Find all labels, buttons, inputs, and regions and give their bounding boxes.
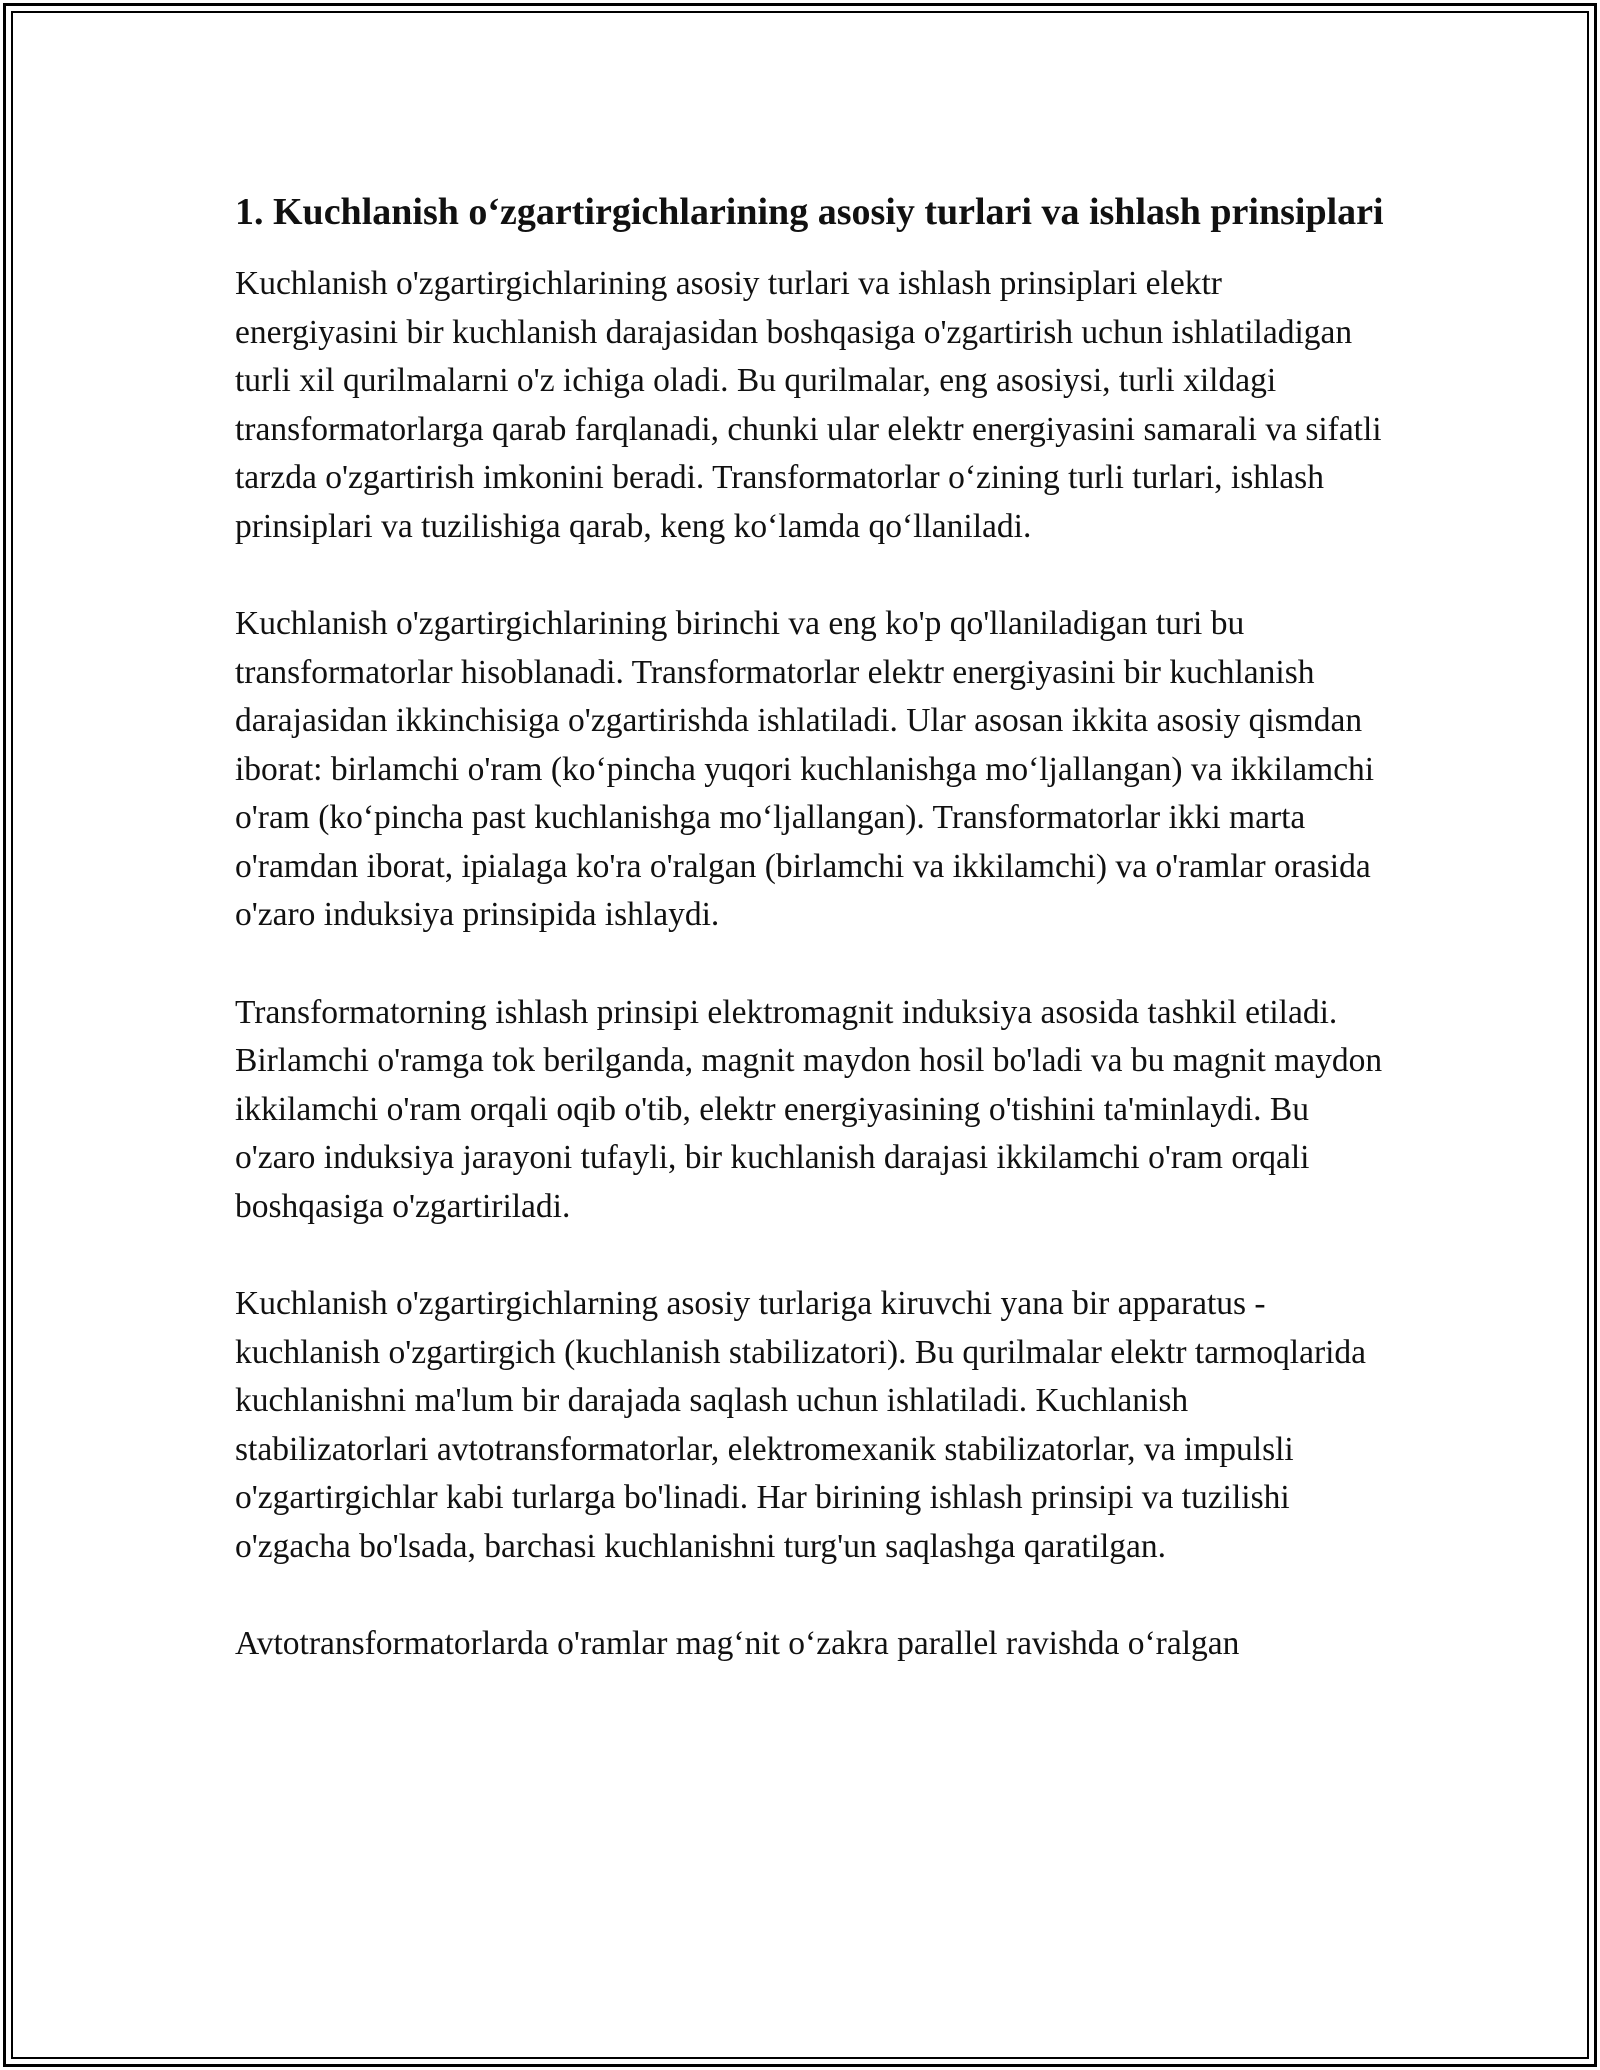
section-heading: 1. Kuchlanish o‘zgartirgichlarining asosiy turlari va ishlash prinsiplari bbox=[235, 191, 1384, 233]
document-body bbox=[235, 184, 1385, 1718]
paragraph-5: Avtotransformatorlarda o'ramlar mag‘nit o‘zakra parallel ravishda o‘ralgan bbox=[235, 1625, 1240, 1662]
paragraph-2: Kuchlanish o'zgartirgichlarining birinchi va eng ko'p qo'llaniladigan turi bu transformatorlar hisoblanadi. Transformatorlar elektr energiyasini bir kuchlanish darajasidan ikkinchisiga o'zgartirishda ishlatiladi. Ular asosan ikkita asosiy qismdan iborat: birlamchi o'ram (ko‘pincha yuqori kuchlanishga mo‘ljallangan) va ikkilamchi o'ram (ko‘pincha past kuchlanishga mo‘ljallangan). Transformatorlar ikki marta o'ramdan iborat, ipialaga ko'ra o'ralgan (birlamchi va ikkilamchi) va o'ramlar orasida o'zaro induksiya prinsipida ishlaydi. bbox=[235, 605, 1375, 933]
paragraph-1: Kuchlanish o'zgartirgichlarining asosiy turlari va ishlash prinsiplari elektr energiyasini bir kuchlanish darajasidan boshqasiga o'zgartirish uchun ishlatiladigan turli xil qurilmalarni o'z ichiga oladi. Bu qurilmalar, eng asosiysi, turli xildagi transformatorlarga qarab farqlanadi, chunki ular elektr energiyasini samarali va sifatli tarzda o'zgartirish imkonini beradi. Transformatorlar o‘zining turli turlari, ishlash prinsiplari va tuzilishiga qarab, keng ko‘lamda qo‘llaniladi. bbox=[235, 265, 1382, 545]
paragraph-4: Kuchlanish o'zgartirgichlarning asosiy turlariga kiruvchi yana bir apparatus - kuchlanish o'zgartirgich (kuchlanish stabilizatori). Bu qurilmalar elektr tarmoqlarida kuchlanishni ma'lum bir darajada saqlash uchun ishlatiladi. Kuchlanish stabilizatorlari avtotransformatorlar, elektromexanik stabilizatorlar, va impulsli o'zgartirgichlar kabi turlarga bo'linadi. Har birining ishlash prinsipi va tuzilishi o'zgacha bo'lsada, barchasi kuchlanishni turg'un saqlashga qaratilgan. bbox=[235, 1285, 1367, 1565]
paragraph-3: Transformatorning ishlash prinsipi elektromagnit induksiya asosida tashkil etiladi. Birlamchi o'ramga tok berilganda, magnit maydon hosil bo'ladi va bu magnit maydon ikkilamchi o'ram orqali oqib o'tib, elektr energiyasining o'tishini ta'minlaydi. Bu o'zaro induksiya jarayoni tufayli, bir kuchlanish darajasi ikkilamchi o'ram orqali boshqasiga o'zgartiriladi. bbox=[235, 993, 1383, 1225]
